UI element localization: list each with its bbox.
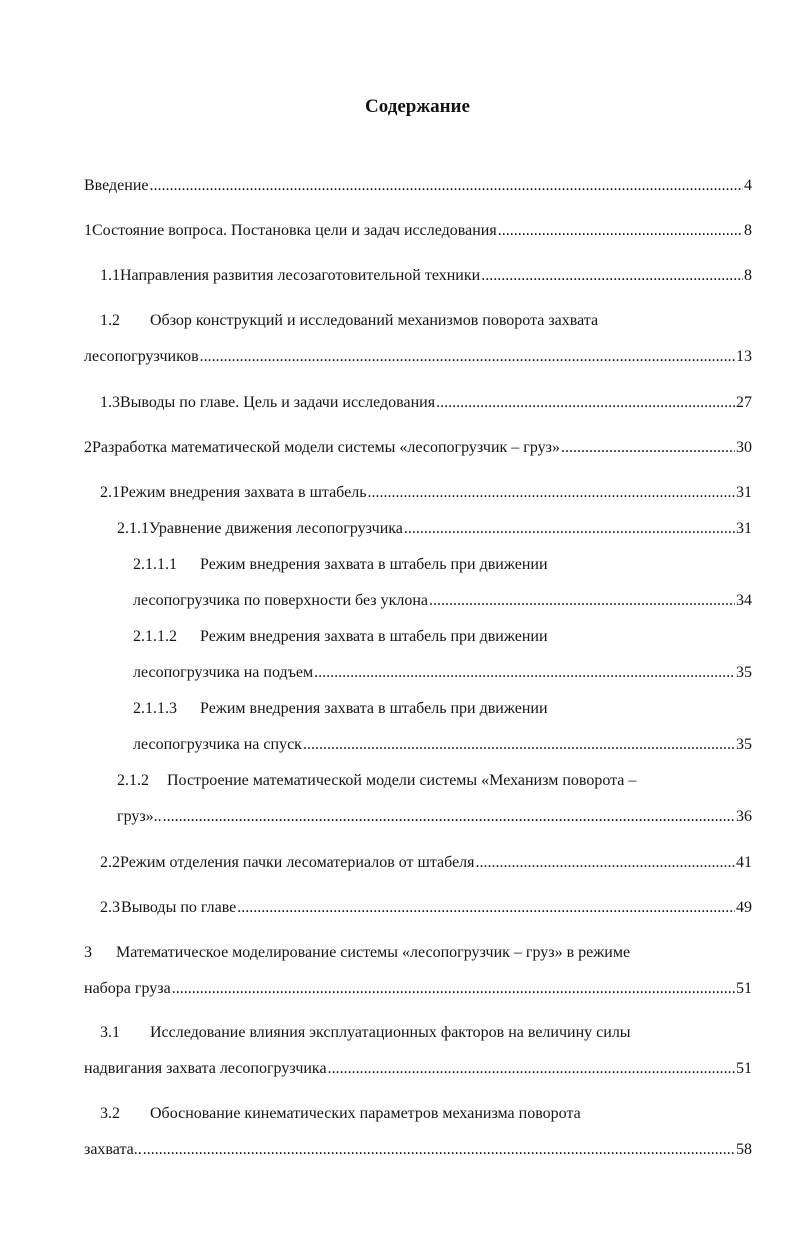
toc-entry-text: Математическое моделирование системы «лесопогрузчик – груз» в режиме xyxy=(116,944,631,961)
toc-entry-number: 2.1 xyxy=(100,484,120,501)
toc-entry-line-2 xyxy=(84,343,752,371)
toc-entry-page: 34 xyxy=(736,592,752,609)
toc-entry-section-2-1[interactable] xyxy=(100,479,752,507)
toc-entry-number: 2.2 xyxy=(100,854,120,871)
toc-entry-section-1-1[interactable] xyxy=(100,262,752,290)
leader-dots xyxy=(314,659,735,687)
toc-entry-page: 35 xyxy=(736,664,752,681)
toc-entry-text: Состояние вопроса. Постановка цели и задач исследования xyxy=(92,222,497,239)
toc-entry-section-2-2[interactable] xyxy=(100,849,752,877)
toc-entry-line-2 xyxy=(133,587,752,615)
toc-entry-text-continued: надвигания захвата лесопогрузчика xyxy=(84,1060,327,1077)
leader-dots xyxy=(367,479,735,507)
toc-entry-text-continued: набора груза xyxy=(84,980,171,997)
toc-entry-section-2-3[interactable] xyxy=(100,894,752,922)
toc-entry-number: 2.1.1 xyxy=(117,520,149,537)
leader-dots xyxy=(404,515,735,543)
toc-entry-text: Уравнение движения лесопогрузчика xyxy=(149,520,403,537)
toc-entry-number: 3.1 xyxy=(100,1024,120,1041)
toc-entry-line-2 xyxy=(84,1136,752,1164)
toc-entry-text: Выводы по главе xyxy=(121,899,237,916)
leader-dots xyxy=(476,849,735,877)
toc-entry-text: Режим внедрения захвата в штабель при движении xyxy=(200,700,548,717)
toc-entry-text: Обзор конструкций и исследований механизмов поворота захвата xyxy=(150,312,599,329)
toc-entry-section-2-1-1[interactable] xyxy=(117,515,752,543)
toc-entry-number: 2.3 xyxy=(100,899,120,916)
leader-dots xyxy=(143,1136,735,1164)
toc-entry-page: 31 xyxy=(736,520,752,537)
toc-entry-text: Направления развития лесозаготовительной техники xyxy=(120,267,481,284)
leader-dots xyxy=(163,803,735,831)
toc-entry-line-2 xyxy=(133,731,752,759)
leader-dots xyxy=(561,434,735,462)
toc-entry-line-2 xyxy=(133,659,752,687)
toc-entry-number: 3.2 xyxy=(100,1105,120,1122)
toc-entry-text-continued: груз».. xyxy=(117,808,162,825)
toc-entry-page: 49 xyxy=(736,899,752,916)
leader-dots xyxy=(303,731,735,759)
toc-entry-number: 2 xyxy=(84,439,92,456)
toc-entry-text: Разработка математической модели системы «лесопогрузчик – груз» xyxy=(92,439,560,456)
toc-entry-page: 51 xyxy=(736,980,752,997)
toc-entry-text: Режим внедрения захвата в штабель при движении xyxy=(200,556,548,573)
page-title: Содержание xyxy=(365,96,470,117)
toc-entry-line-1 xyxy=(100,1019,752,1047)
toc-entry-number: 2.1.2 xyxy=(117,772,149,789)
toc-entry-text-continued: лесопогрузчика на спуск xyxy=(133,736,302,753)
toc-entry-text-continued: лесопогрузчика по поверхности без уклона xyxy=(133,592,429,609)
leader-dots xyxy=(481,262,743,290)
toc-entry-page: 31 xyxy=(736,484,752,501)
toc-entry-introduction[interactable] xyxy=(84,172,752,200)
toc-entry-page: 51 xyxy=(736,1060,752,1077)
toc-entry-chapter-1[interactable] xyxy=(84,217,752,245)
toc-entry-text: Выводы по главе. Цель и задачи исследования xyxy=(120,394,436,411)
toc-entry-text: Режим внедрения захвата в штабель xyxy=(120,484,367,501)
toc-entry-number: 3 xyxy=(84,944,92,961)
toc-entry-page: 13 xyxy=(736,348,752,365)
leader-dots xyxy=(237,894,735,922)
toc-entry-text: Исследование влияния эксплуатационных факторов на величину силы xyxy=(150,1024,631,1041)
toc-entry-page: 4 xyxy=(744,177,752,194)
toc-entry-text: Режим внедрения захвата в штабель при движении xyxy=(200,628,548,645)
toc-entry-line-1 xyxy=(117,767,752,795)
toc-entry-text-continued: лесопогрузчика на подъем xyxy=(133,664,314,681)
toc-entry-page: 41 xyxy=(736,854,752,871)
toc-entry-line-1 xyxy=(84,939,752,967)
leader-dots xyxy=(200,343,735,371)
toc-entry-page: 27 xyxy=(736,394,752,411)
leader-dots xyxy=(328,1055,735,1083)
toc-entry-page: 58 xyxy=(736,1141,752,1158)
toc-entry-page: 8 xyxy=(744,267,752,284)
toc-entry-chapter-2[interactable] xyxy=(84,434,752,462)
toc-entry-text: Обоснование кинематических параметров механизма поворота xyxy=(150,1105,581,1122)
toc-entry-number: 1.2 xyxy=(100,312,120,329)
toc-entry-text-continued: лесопогрузчиков xyxy=(84,348,199,365)
leader-dots xyxy=(436,389,735,417)
toc-entry-line-1 xyxy=(100,307,752,335)
toc-entry-line-2 xyxy=(117,803,752,831)
toc-entry-text: Режим отделения пачки лесоматериалов от штабеля xyxy=(120,854,475,871)
toc-entry-line-2 xyxy=(84,975,752,1003)
toc-entry-number: 2.1.1.3 xyxy=(133,700,177,717)
toc-entry-line-1 xyxy=(133,623,752,651)
toc-entry-page: 36 xyxy=(736,808,752,825)
toc-entry-text-continued: захвата.. xyxy=(84,1141,142,1158)
toc-entry-line-1 xyxy=(133,551,752,579)
toc-entry-page: 8 xyxy=(744,222,752,239)
toc-entry-line-2 xyxy=(84,1055,752,1083)
toc-entry-page: 35 xyxy=(736,736,752,753)
toc-entry-line-1 xyxy=(100,1100,752,1128)
leader-dots xyxy=(498,217,743,245)
toc-entry-section-1-3[interactable] xyxy=(100,389,752,417)
toc-entry-line-1 xyxy=(133,695,752,723)
toc-entry-number: 2.1.1.1 xyxy=(133,556,177,573)
toc-entry-number: 2.1.1.2 xyxy=(133,628,177,645)
toc-entry-text: Построение математической модели системы «Механизм поворота – xyxy=(167,772,637,789)
toc-entry-number: 1.3 xyxy=(100,394,120,411)
leader-dots xyxy=(429,587,735,615)
toc-entry-text: Введение xyxy=(84,177,149,194)
toc-entry-number: 1 xyxy=(84,222,92,239)
toc-entry-page: 30 xyxy=(736,439,752,456)
leader-dots xyxy=(172,975,735,1003)
toc-entry-number: 1.1 xyxy=(100,267,120,284)
leader-dots xyxy=(150,172,744,200)
